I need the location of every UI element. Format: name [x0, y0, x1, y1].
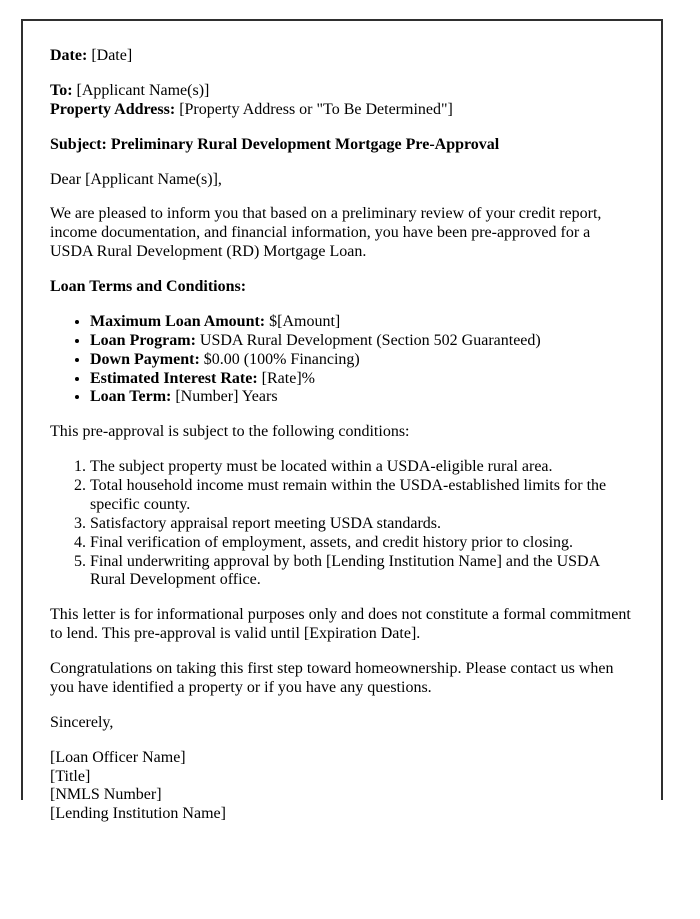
to-label: To: — [50, 81, 73, 99]
list-item: 5. Final underwriting approval by both [Lending Institution Name] and the USDA Rural Development office. — [90, 553, 634, 591]
term-label: Maximum Loan Amount: — [90, 312, 266, 330]
date-label: Date: — [50, 47, 88, 64]
date-value: [Date] — [91, 47, 133, 64]
loan-terms-list — [50, 313, 634, 407]
closing-paragraph: Congratulations on taking this first step toward homeownership. Please contact us when you have identified a property or if you have any questions. — [50, 660, 614, 696]
date-line — [50, 47, 634, 66]
disclaimer-paragraph: This letter is for informational purposes only and does not constitute a formal commitment to lend. This pre-approval is valid until [Expiration Date]. — [50, 606, 631, 643]
list-item — [90, 388, 634, 407]
signature-line: [Loan Officer Name] — [50, 748, 186, 766]
signature-line: [NMLS Number] — [50, 786, 162, 804]
term-value: $0.00 (100% Financing) — [203, 350, 360, 368]
conditions-list — [50, 458, 634, 590]
intro-paragraph: We are pleased to inform you that based on a preliminary review of your credit report, income documentation, and financial information, you have been pre-approved for a USDA Rural Development (RD) Mortgage Loan. — [50, 205, 602, 261]
list-item: 4. Final verification of employment, assets, and credit history prior to closing. — [90, 534, 634, 553]
term-label: Loan Program: — [90, 331, 196, 349]
list-item — [90, 370, 634, 389]
list-item: 1. The subject property must be located within a USDA-eligible rural area. — [90, 458, 634, 477]
to-value: [Applicant Name(s)] — [76, 81, 210, 99]
term-label: Estimated Interest Rate: — [90, 369, 258, 387]
term-value: [Number] Years — [175, 388, 278, 406]
letter-page — [21, 19, 663, 823]
property-address-value: [Property Address or "To Be Determined"] — [179, 100, 453, 118]
salutation: Dear [Applicant Name(s)], — [50, 170, 222, 188]
signoff: Sincerely, — [50, 713, 114, 731]
term-value: [Rate]% — [261, 369, 315, 387]
list-item — [90, 313, 634, 332]
list-item — [90, 332, 634, 351]
signature-line: [Title] — [50, 767, 91, 785]
list-item: 3. Satisfactory appraisal report meeting USDA standards. — [90, 515, 634, 534]
term-label: Down Payment: — [90, 350, 200, 368]
conditions-intro: This pre-approval is subject to the following conditions: — [50, 423, 410, 441]
list-item — [90, 351, 634, 370]
list-item: 2. Total household income must remain within the USDA-established limits for the specific county. — [90, 477, 634, 515]
subject-line: Subject: Preliminary Rural Development Mortgage Pre-Approval — [50, 135, 500, 153]
signature-line: [Lending Institution Name] — [50, 805, 226, 823]
property-address-label: Property Address: — [50, 100, 176, 118]
term-value: USDA Rural Development (Section 502 Guaranteed) — [199, 331, 541, 349]
terms-heading: Loan Terms and Conditions: — [50, 278, 247, 295]
recipient-block — [50, 82, 634, 120]
term-label: Loan Term: — [90, 388, 172, 406]
signature-block — [50, 749, 634, 825]
term-value: $[Amount] — [269, 312, 341, 330]
